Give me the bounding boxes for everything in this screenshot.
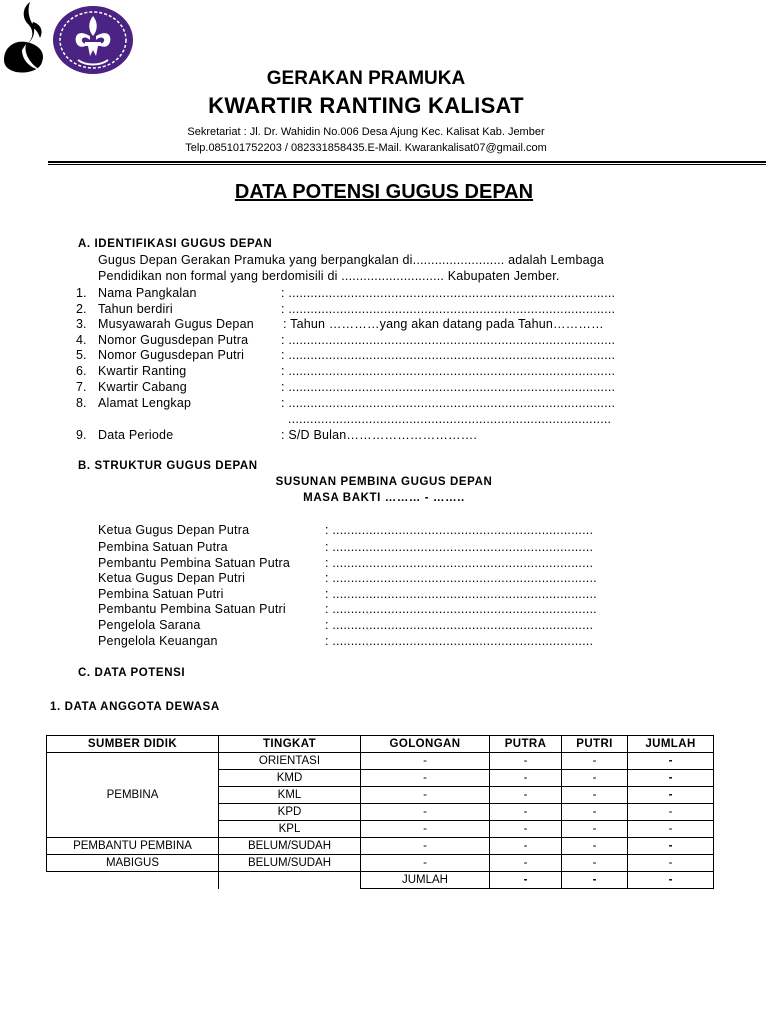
field-value: : ........................................................................ (325, 571, 597, 585)
column-header: SUMBER DIDIK (47, 736, 219, 753)
table-row: KPD - - - - (47, 804, 714, 821)
table-row: MABIGUS BELUM/SUDAH - - - - (47, 855, 714, 872)
total-label: JUMLAH (361, 872, 490, 889)
field-label: Data Periode (98, 428, 174, 442)
field-value: : ......................................................................................... (281, 302, 616, 316)
field-value: : ....................................................................... (325, 634, 594, 648)
contact-line: Telp.085101752203 / 082331858435.E-Mail. Kwarankalisat07@gmail.com (185, 142, 547, 154)
field-value: : S/D Bulan…………………………. (281, 428, 478, 442)
field-value: : ......................................................................................... (281, 380, 616, 394)
field-label: Pembina Satuan Putri (98, 587, 224, 601)
org-name: GERAKAN PRAMUKA (266, 68, 466, 89)
table-row: KPL - - - - (47, 821, 714, 838)
field-value: : ....................................................................... (325, 556, 594, 570)
field-value: : ........................................................................ (325, 602, 597, 616)
alamat-continuation: ........................................................................................ (288, 412, 612, 426)
column-header: JUMLAH (628, 736, 714, 753)
table-header-row (47, 736, 714, 753)
table-row: PEMBINA ORIENTASI - - - - (47, 753, 714, 770)
field-value: : Tahun …………yang akan datang pada Tahun………… (283, 317, 604, 331)
section-c-subheading: 1. DATA ANGGOTA DEWASA (50, 701, 220, 713)
sumber-cell: PEMBINA (47, 753, 219, 838)
field-label: Ketua Gugus Depan Putra (98, 523, 250, 537)
table-total-row: JUMLAH - - - (47, 872, 714, 889)
field-label: Nama Pangkalan (98, 286, 197, 300)
field-label: Musyawarah Gugus Depan (98, 317, 254, 331)
column-header: PUTRA (490, 736, 562, 753)
field-value: : ....................................................................... (325, 523, 594, 537)
header-rule-thin (48, 164, 766, 165)
field-value: : ....................................................................... (325, 618, 594, 632)
table-row: KMD - - - - (47, 770, 714, 787)
header-rule (48, 161, 766, 163)
anggota-dewasa-table (46, 735, 714, 889)
field-label: Pembantu Pembina Satuan Putri (98, 602, 286, 616)
field-label: Pengelola Keuangan (98, 634, 218, 648)
section-b-subtitle: SUSUNAN PEMBINA GUGUS DEPAN (275, 476, 493, 488)
table-row: KML - - - - (47, 787, 714, 804)
field-value: : ......................................................................................... (281, 286, 616, 300)
column-header: GOLONGAN (361, 736, 490, 753)
masa-bakti: MASA BAKTI ……… - …….. (303, 492, 465, 504)
field-value: : ......................................................................................... (281, 396, 616, 410)
section-a-intro-2: Pendidikan non formal yang berdomisili di ............................ Kabupaten Jember. (98, 269, 560, 283)
scout-emblem-icon (52, 4, 134, 76)
sumber-cell: PEMBANTU PEMBINA (47, 838, 219, 855)
sumber-cell: MABIGUS (47, 855, 219, 872)
section-c-heading: C. DATA POTENSI (78, 667, 186, 679)
section-b-heading: B. STRUKTUR GUGUS DEPAN (78, 460, 258, 472)
field-label: Ketua Gugus Depan Putri (98, 571, 246, 585)
field-value: : ......................................................................................... (281, 348, 616, 362)
field-label: Kwartir Cabang (98, 380, 187, 394)
tunas-kelapa-icon (0, 0, 48, 76)
section-a-heading: A. IDENTIFIKASI GUGUS DEPAN (78, 238, 273, 250)
field-label: Nomor Gugusdepan Putri (98, 348, 245, 362)
column-header: PUTRI (562, 736, 628, 753)
table-row: PEMBANTU PEMBINA BELUM/SUDAH - - - - (47, 838, 714, 855)
field-value: : ....................................................................... (325, 540, 594, 554)
field-value: : ........................................................................ (325, 587, 597, 601)
document-title: DATA POTENSI GUGUS DEPAN (234, 181, 534, 203)
field-label: Nomor Gugusdepan Putra (98, 333, 249, 347)
sekretariat-address: Sekretariat : Jl. Dr. Wahidin No.006 Desa Ajung Kec. Kalisat Kab. Jember (187, 126, 545, 138)
field-label: Pembantu Pembina Satuan Putra (98, 556, 291, 570)
section-a-intro-1: Gugus Depan Gerakan Pramuka yang berpangkalan di......................... adalah Lembaga (98, 253, 605, 267)
field-label: Tahun berdiri (98, 302, 173, 316)
column-header: TINGKAT (219, 736, 361, 753)
kwartir-name: KWARTIR RANTING KALISAT (208, 93, 524, 118)
field-label: Pengelola Sarana (98, 618, 201, 632)
field-label: Alamat Lengkap (98, 396, 192, 410)
field-value: : ......................................................................................... (281, 333, 616, 347)
field-value: : ......................................................................................... (281, 364, 616, 378)
field-label: Kwartir Ranting (98, 364, 187, 378)
field-label: Pembina Satuan Putra (98, 540, 228, 554)
